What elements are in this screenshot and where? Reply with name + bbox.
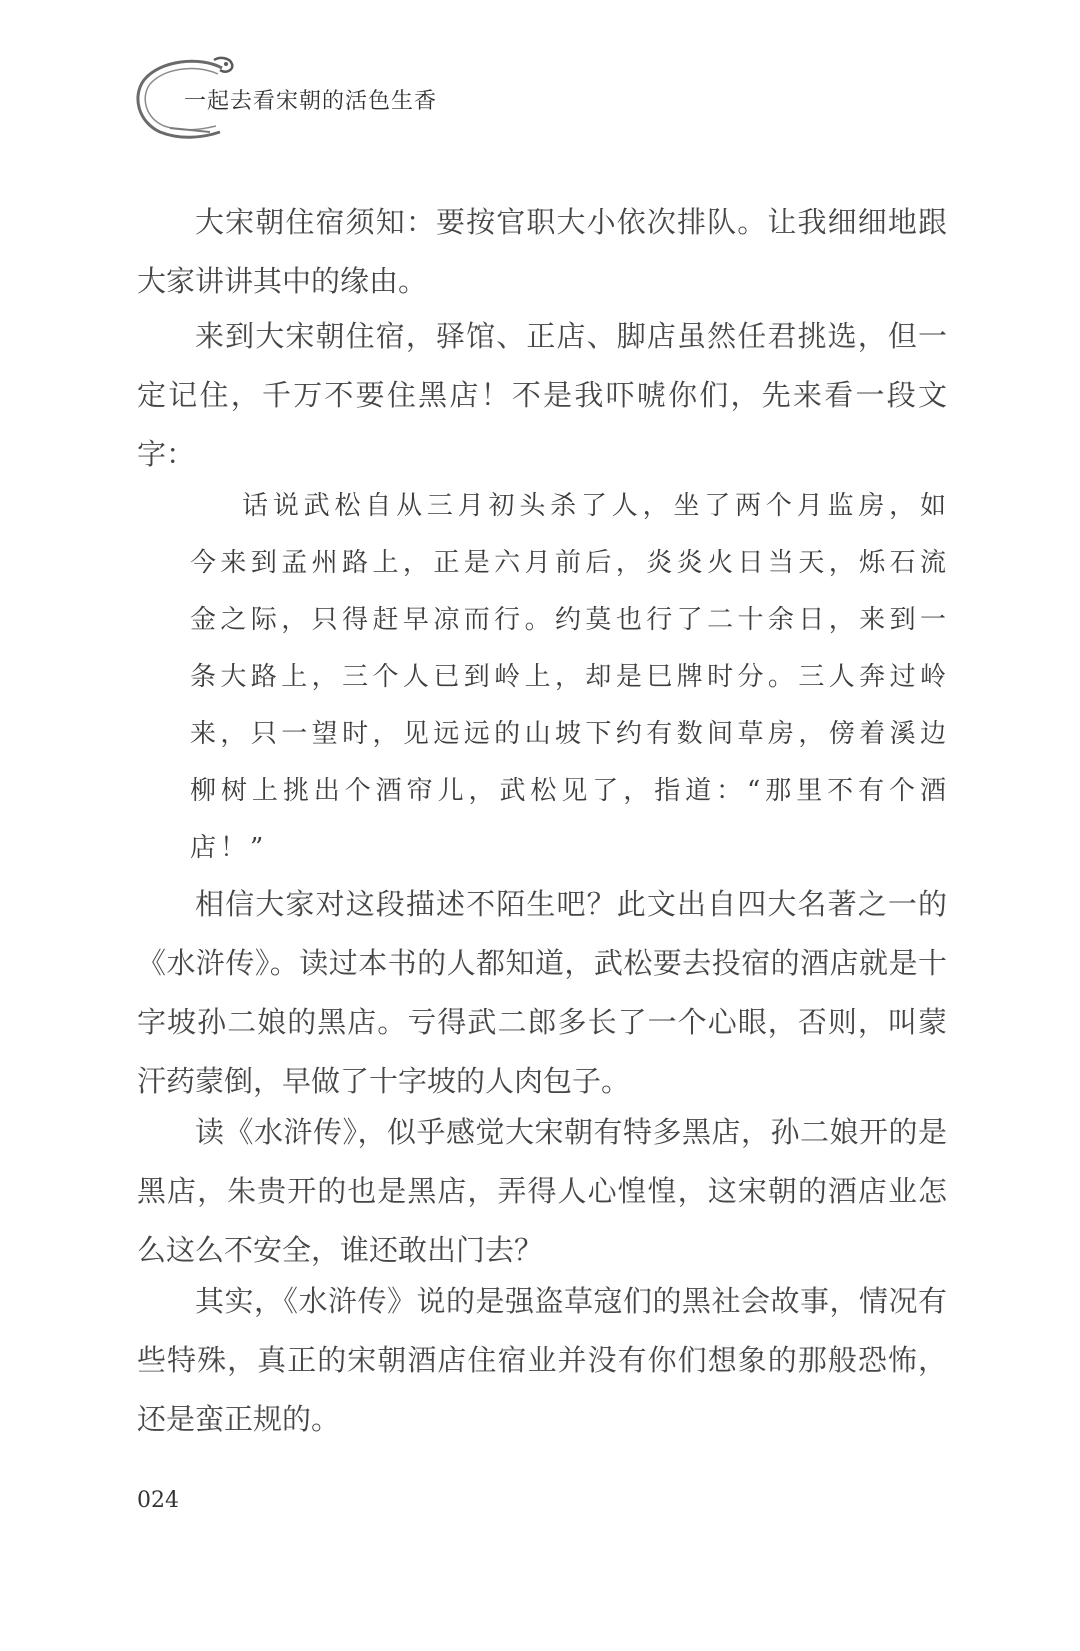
paragraph-4: 读《水浒传》，似乎感觉大宋朝有特多黑店，孙二娘开的是黑店，朱贵开的也是黑店，弄得人心惶惶，这宋朝的酒店业怎么这么不安全，谁还敢出门去？ [137,1115,947,1267]
header-title: 一起去看宋朝的活色生香 [184,89,438,114]
running-header [130,50,550,150]
paragraph-1: 大宋朝住宿须知：要按官职大小依次排队。让我细细地跟大家讲讲其中的缘由。 [137,205,947,298]
page-number: 024 [137,1488,179,1513]
paragraph-5: 其实，《水浒传》说的是强盗草寇们的黑社会故事，情况有些特殊，真正的宋朝酒店住宿业并没有你们想象的那般恐怖，还是蛮正规的。 [137,1284,947,1436]
block-quote: 话说武松自从三月初头杀了人，坐了两个月监房，如今来到孟州路上，正是六月前后，炎炎火日当天，烁石流金之际，只得赶早凉而行。约莫也行了二十余日，来到一条大路上，三个人已到岭上，却是巳牌时分。三人奔过岭来，只一望时，见远远的山坡下约有数间草房，傍着溪边柳树上挑出个酒帘儿，武松见了，指道：“那里不有个酒店！” [190,491,950,863]
paragraph-3: 相信大家对这段描述不陌生吧？此文出自四大名著之一的《水浒传》。读过本书的人都知道，武松要去投宿的酒店就是十字坡孙二娘的黑店。亏得武二郎多长了一个心眼，否则，叫蒙汗药蒙倒，早做了十字坡的人肉包子。 [137,887,947,1098]
paragraph-2: 来到大宋朝住宿，驿馆、正店、脚店虽然任君挑选，但一定记住，千万不要住黑店！不是我吓唬你们，先来看一段文字： [137,319,947,471]
